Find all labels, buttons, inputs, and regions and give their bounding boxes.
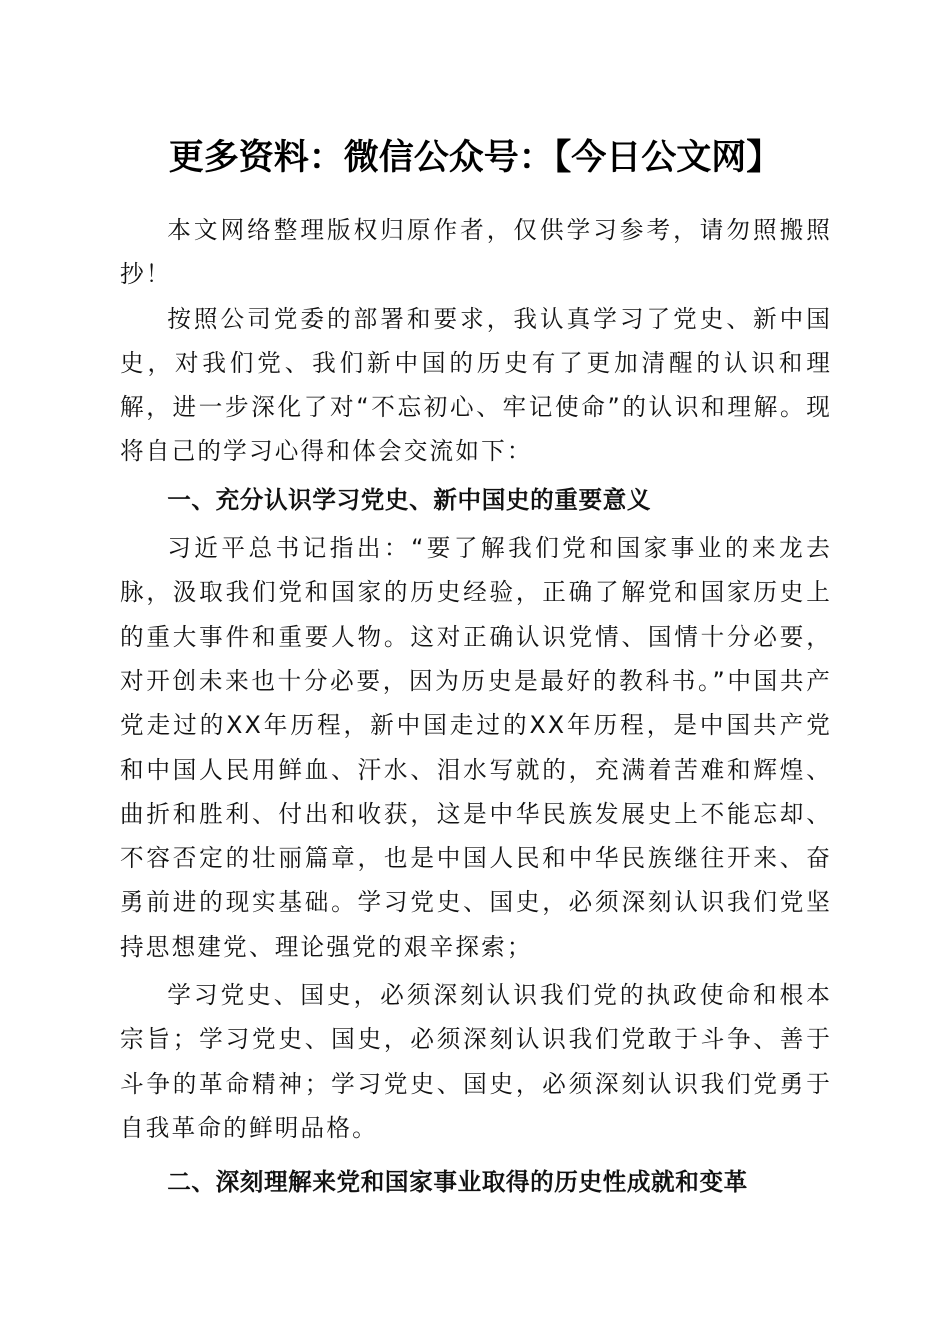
notice-paragraph: 本文网络整理版权归原作者，仅供学习参考，请勿照搬照抄！ xyxy=(120,216,832,289)
section-1-paragraph-1: 习近平总书记指出：“要了解我们党和国家事业的来龙去脉，汲取我们党和国家的历史经验，正确了解党和国家历史上的重大事件和重要人物。这对正确认识党情、国情十分必要，对开创未来也十分必要，因为历史是最好的教科书。”中国共产党走过的XX年历程，新中国走过的XX年历程，是中国共产党和中国人民用鲜血、汗水、泪水写就的，充满着苦难和辉煌、曲折和胜利、付出和收获，这是中华民族发展史上不能忘却、不容否定的壮丽篇章，也是中国人民和中华民族继往开来、奋勇前进的现实基础。学习党史、国史，必须深刻认识我们党坚持思想建党、理论强党的艰辛探索； xyxy=(120,534,832,961)
section-1-heading: 一、充分认识学习党史、新中国史的重要意义 xyxy=(167,485,652,514)
section-1-paragraph-2: 学习党史、国史，必须深刻认识我们党的执政使命和根本宗旨；学习党史、国史，必须深刻认识我们党敢于斗争、善于斗争的革命精神；学习党史、国史，必须深刻认识我们党勇于自我革命的鲜明品格。 xyxy=(120,981,832,1142)
document-body xyxy=(120,208,832,1205)
document-title: 更多资料：微信公众号：【今日公文网】 xyxy=(168,137,782,178)
intro-paragraph: 按照公司党委的部署和要求，我认真学习了党史、新中国史，对我们党、我们新中国的历史有了更加清醒的认识和理解，进一步深化了对“不忘初心、牢记使命”的认识和理解。现将自己的学习心得和体会交流如下： xyxy=(120,304,832,466)
section-2-heading: 二、深刻理解来党和国家事业取得的历史性成就和变革 xyxy=(167,1168,748,1197)
